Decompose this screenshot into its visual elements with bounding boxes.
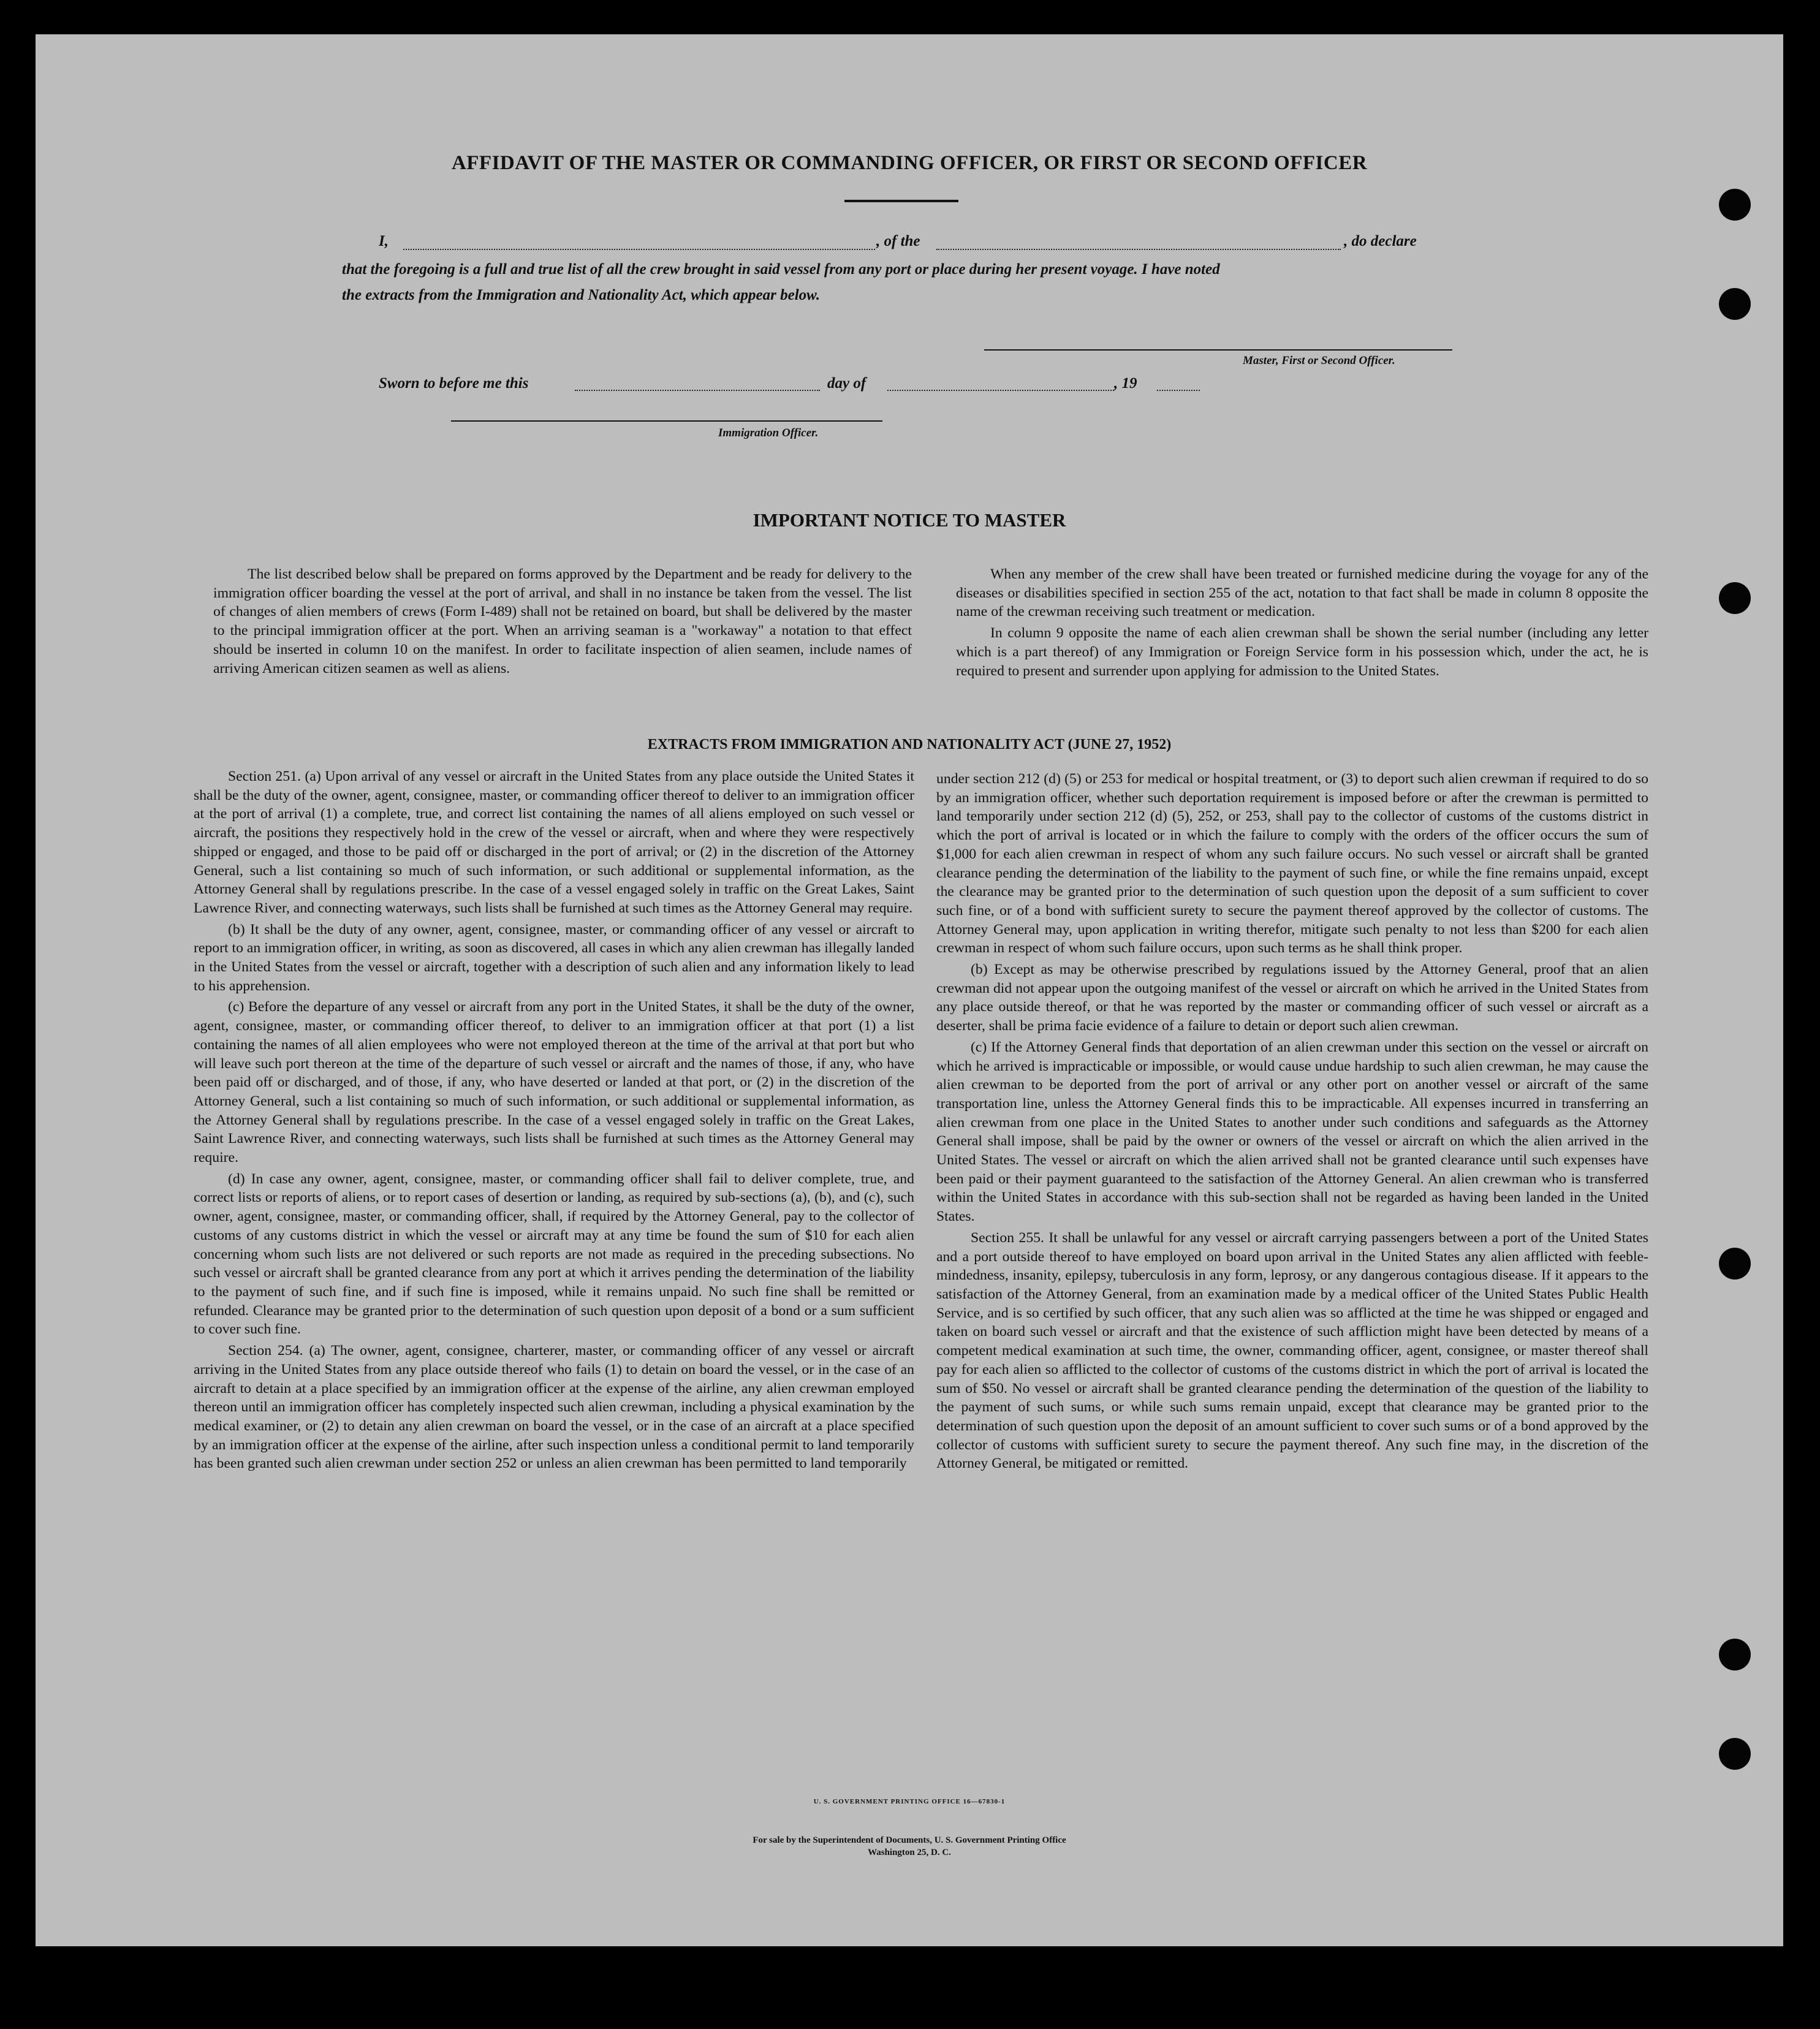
affidavit-of-the: , of the xyxy=(876,233,920,249)
master-signature-line[interactable] xyxy=(984,349,1452,351)
binder-hole xyxy=(1719,189,1751,221)
section-254-a-continued: under section 212 (d) (5) or 253 for medical or hospital treatment, or (3) to deport such alien crewman if required to do so by an immigration officer, whether such deportation requirement is imposed before or after the crewman is permitted to land temporarily under section 212 (d) (5), 252, or 253, shall pay to the collector of customs of the customs district in which the port of arrival is located or in which the failure to comply with the orders of the officer occurs the sum of $1,000 for each alien crewman in respect of whom any such failure occurs. No such vessel or aircraft shall be granted clearance pending the determination of the liability to the payment of such fine, or while the fine remains unpaid, except the clearance may be granted prior to the determination of such question upon the deposit of a sum sufficient to cover such fine, or of a bond with sufficient surety to secure the payment thereof approved by the collector of customs. The Attorney General may, upon application in writing therefor, mitigate such penalty to not less than $200 for each alien crewman in respect of whom such failure occurs, upon such terms as he shall think proper. xyxy=(936,771,1648,957)
section-255: Section 255. It shall be unlawful for any vessel or aircraft carrying passengers between a port of the United States and a port outside thereof to have employed on board upon arrival in the United States any alien afflicted with feeble-mindedness, insanity, epilepsy, tuberculosis in any form, leprosy, or any dangerous contagious disease. If it appears to the satisfaction of the Attorney General, from an examination made by a medical officer of the United States Public Health Service, and is so certified by such officer, that any such alien was so afflicted at the time he was shipped or engaged and taken on board such vessel or aircraft and that the existence of such affliction might have been detected by means of a competent medical examination at such time, the owner, commanding officer, agent, consignee, or master thereof shall pay for each alien so afflicted to the collector of customs of the customs district in which the port of arrival is located the sum of $50. No vessel or aircraft shall be granted clearance pending the determination of the question of the liability to the payment of such sums, or while such sums remain unpaid, except that clearance may be granted prior to the determination of such question upon the deposit of an amount sufficient to cover such sums or of a bond approved by the collector of customs with sufficient surety to secure the payment thereof. Any such fine may, in the discretion of the Attorney General, be mitigated or remitted. xyxy=(936,1229,1648,1472)
form-sheet xyxy=(36,34,1783,1946)
sale-note-line2: Washington 25, D. C. xyxy=(868,1848,951,1857)
section-251-d: (d) In case any owner, agent, consignee, master, or commanding officer shall fail to deliver complete, true, and correct lists or reports of aliens, or to report cases of desertion or landing, as required by sub-sections (a), (b), and (c), such owner, agent, consignee, master, or commanding officer, shall, if required by the Attorney General, pay to the collector of customs of any customs district in which the vessel or aircraft may at any time be found the sum of $10 for each alien concerning whom such lists are not delivered or such reports are not made as required in the preceding subsections. No such vessel or aircraft shall be granted clearance from any port at which it arrives pending the determination of the liability to the payment of such fine, and if such fine is imposed, while it remains unpaid. No such fine shall be remitted or refunded. Clearance may be granted prior to the determination of such question upon deposit of a bond or a sum sufficient to cover such fine. xyxy=(194,1170,914,1338)
title-underline xyxy=(844,200,958,202)
binder-hole xyxy=(1719,288,1751,320)
year-text: , 19 xyxy=(1114,375,1137,392)
notice-right-paragraph-2: In column 9 opposite the name of each alien crewman shall be shown the serial number (including any letter which is a part thereof) of any Immigration or Foreign Service form in his possession which, under the act, he is required to present and surrender upon applying for admission to the United States. xyxy=(956,625,1648,679)
section-251-b: (b) It shall be the duty of any owner, agent, consignee, master, or commanding officer of any vessel or aircraft to report to an immigration officer, in writing, as soon as discovered, all cases in which any alien crewman has illegally landed in the United States from the vessel or aircraft, together with a description of such alien and any information likely to lead to his apprehension. xyxy=(194,921,914,994)
affidavit-i: I, xyxy=(379,233,389,249)
notice-title: IMPORTANT NOTICE TO MASTER xyxy=(753,509,1066,531)
section-254-a: Section 254. (a) The owner, agent, consignee, charterer, master, or commanding officer of any vessel or aircraft arriving in the United States from any place outside thereof who fails (1) to detain on board the vessel, or in the case of an aircraft to detain at a place specified by an immigration officer at the expense of the airline, any alien crewman employed thereon until an immigration officer has completely inspected such alien crewman, including a physical examination by the medical examiner, or (2) to detain any alien crewman on board the vessel, or in the case of an aircraft at a place specified by an immigration officer at the expense of the airline, after such inspection unless a conditional permit to land temporarily has been granted such alien crewman under section 252 or unless an alien crewman has been permitted to land temporarily xyxy=(194,1343,914,1472)
binder-hole xyxy=(1719,582,1751,614)
officer-signature-line[interactable] xyxy=(451,420,882,422)
officer-signature-label: Immigration Officer. xyxy=(718,427,819,439)
gpo-imprint: U. S. GOVERNMENT PRINTING OFFICE 16—67830-1 xyxy=(813,1798,1006,1805)
section-254-b: (b) Except as may be otherwise prescribed by regulations issued by the Attorney General, proof that an alien crewman did not appear upon the outgoing manifest of the vessel or aircraft on which he arrived in the United States from any place outside thereof, or that he was reported by the master or commanding officer of such vessel or aircraft as a deserter, shall be prima facie evidence of a failure to detain or deport such alien crewman. xyxy=(936,961,1648,1034)
sworn-day-fill-line[interactable] xyxy=(575,390,820,391)
sale-note-line1: For sale by the Superintendent of Documents, U. S. Government Printing Office xyxy=(753,1835,1066,1845)
sworn-text: Sworn to before me this xyxy=(379,375,529,392)
binder-hole xyxy=(1719,1639,1751,1671)
extracts-right-column xyxy=(936,770,1648,1476)
section-254-c: (c) If the Attorney General finds that deportation of an alien crewman under this section on the vessel or aircraft on which he arrived is impracticable or impossible, or would cause undue hardship to such alien crewman, he may cause the alien crewman to be deported from the port of arrival or any other port on another vessel or aircraft of the same transportation line, unless the Attorney General finds this to be impracticable. All expenses incurred in transferring an alien crewman from one place in the United States to another under such conditions and safeguards as the Attorney General shall impose, shall be paid by the owner or owners of the vessel or aircraft on which the alien arrived in the United States. The vessel or aircraft on which the alien arrived shall not be granted clearance until such expenses have been paid or their payment guaranteed to the satisfaction of the Attorney General. An alien crewman who is transferred within the United States in accordance with this sub-section shall not be regarded as having been landed in the United States. xyxy=(936,1039,1648,1225)
notice-left-column xyxy=(213,565,912,680)
name-fill-line[interactable] xyxy=(403,249,875,250)
notice-right-column xyxy=(956,565,1648,683)
sworn-year-fill-line[interactable] xyxy=(1157,390,1200,391)
affidavit-title: AFFIDAVIT OF THE MASTER OR COMMANDING OFFICER, OR FIRST OR SECOND OFFICER xyxy=(451,152,1368,174)
day-of-text: day of xyxy=(827,375,866,392)
affidavit-declare: , do declare xyxy=(1344,233,1417,249)
section-251-c: (c) Before the departure of any vessel or aircraft from any port in the United States, it shall be the duty of the owner, agent, consignee, master, or commanding officer thereof, to deliver to an immigration officer at that port (1) a list containing the names of all alien employees who were not employed thereon at the time of the arrival at that port but who will leave such port thereon at the time of the departure of such vessel or aircraft and the names of those, if any, who have been paid off or discharged, and of those, if any, who have deserted or landed at that port, or (2) in the discretion of the Attorney General, such a list containing so much of such information, or such additional or supplemental information, as the Attorney General shall by regulations prescribe. In the case of a vessel engaged solely in traffic on the Great Lakes, Saint Lawrence River, and connecting waterways, such lists shall be furnished at such times as the Attorney General may require. xyxy=(194,999,914,1166)
section-251-a: Section 251. (a) Upon arrival of any vessel or aircraft in the United States from any place outside the United States it shall be the duty of the owner, agent, consignee, master, or commanding officer thereof to deliver to an immigration officer at the port of arrival (1) a complete, true, and correct list containing the names of all aliens employed on such vessel or aircraft, the positions they respectively hold in the crew of the vessel or aircraft, when and where they were respectively shipped or engaged, and those to be paid off or discharged in the port of arrival; or (2) in the discretion of the Attorney General, such a list containing so much of such information, or such additional or supplemental information, as the Attorney General shall by regulations prescribe. In the case of a vessel engaged solely in traffic on the Great Lakes, Saint Lawrence River, and connecting waterways, such lists shall be furnished at such times as the Attorney General may require. xyxy=(194,768,914,916)
notice-left-paragraph: The list described below shall be prepared on forms approved by the Department and be ready for delivery to the immigration officer boarding the vessel at the port of arrival, and shall in no instance be taken from the vessel. The list of changes of alien members of crews (Form I-489) shall not be retained on board, but shall be delivered by the master to the principal immigration officer at the port. When an arriving seaman is a "workaway" a notation to that effect should be inserted in column 10 on the manifest. In order to facilitate inspection of alien seamen, include names of arriving American citizen seamen as well as aliens. xyxy=(213,566,912,677)
binder-hole xyxy=(1719,1248,1751,1280)
sworn-month-fill-line[interactable] xyxy=(887,390,1114,391)
master-signature-label: Master, First or Second Officer. xyxy=(1243,354,1395,367)
affidavit-line3: the extracts from the Immigration and Nationality Act, which appear below. xyxy=(342,287,821,303)
notice-right-paragraph-1: When any member of the crew shall have been treated or furnished medicine during the voyage for any of the diseases or disabilities specified in section 255 of the act, notation to that fact shall be made in column 8 opposite the name of the crewman receiving such treatment or medication. xyxy=(956,566,1648,620)
extracts-left-column xyxy=(194,767,914,1476)
binder-hole xyxy=(1719,1738,1751,1770)
vessel-fill-line[interactable] xyxy=(936,249,1341,250)
affidavit-line2: that the foregoing is a full and true list of all the crew brought in said vessel from any port or place during her present voyage. I have noted xyxy=(342,261,1220,278)
extracts-title: EXTRACTS FROM IMMIGRATION AND NATIONALITY ACT (JUNE 27, 1952) xyxy=(647,737,1172,753)
